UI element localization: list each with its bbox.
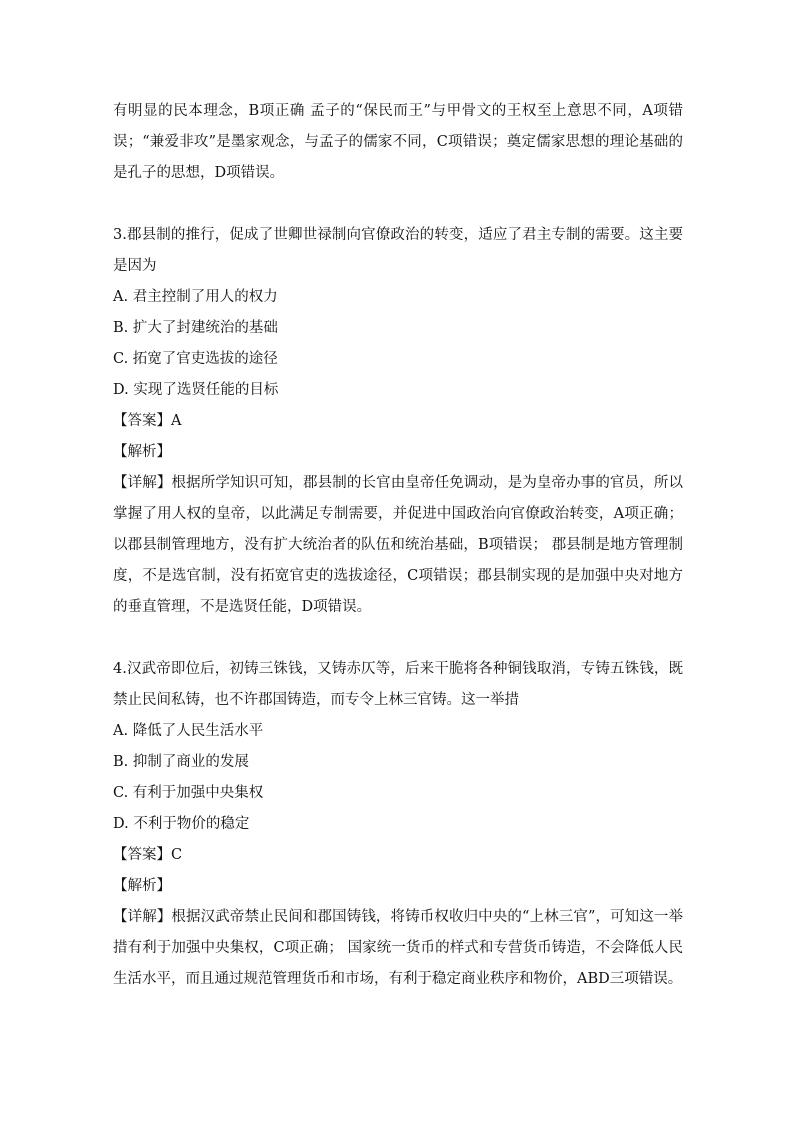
spacer	[113, 623, 683, 654]
option-a: A. 降低了人民生活水平	[113, 723, 264, 739]
option-d: D. 实现了选贤任能的目标	[113, 382, 279, 398]
continuation-paragraph: 有明显的民本理念，B项正确 孟子的“保民而王”与甲骨文的王权至上意思不同，A项错误；“兼爱非攻”是墨家观念，与孟子的儒家不同，C项错误；奠定儒家思想的理论基础的是孔子的思想，D项错误。	[113, 103, 683, 181]
answer-label: 【答案】C	[113, 847, 183, 863]
option-c: C. 拓宽了官吏选拔的途径	[113, 351, 278, 367]
option-d: D. 不利于物价的稳定	[113, 816, 250, 832]
option-b: B. 抑制了商业的发展	[113, 754, 249, 770]
answer-label: 【答案】A	[113, 413, 182, 429]
spacer	[113, 189, 683, 220]
option-b: B. 扩大了封建统治的基础	[113, 320, 278, 336]
analysis-label: 【解析】	[113, 878, 171, 894]
option-c: C. 有利于加强中央集权	[113, 785, 264, 801]
question-4	[113, 654, 683, 995]
analysis-label: 【解析】	[113, 444, 171, 460]
detail-paragraph: 【详解】根据所学知识可知，郡县制的长官由皇帝任免调动，是为皇帝办事的官员，所以掌握了用人权的皇帝，以此满足专制需要，并促进中国政治向官僚政治转变，A项正确；以郡县制管理地方，没有扩大统治者的队伍和统治基础，B项错误； 郡县制是地方管理制度，不是选官制，没有拓宽官吏的选拔途径，C项错误；郡县制实现的是加强中央对地方的垂直管理，不是选贤任能，D项错误。	[113, 475, 683, 615]
document-page	[113, 96, 683, 995]
option-a: A. 君主控制了用人的权力	[113, 289, 278, 305]
question-stem: 3.郡县制的推行，促成了世卿世禄制向官僚政治的转变，适应了君主专制的需要。这主要是因为	[113, 227, 683, 274]
question-stem: 4.汉武帝即位后，初铸三铢钱，又铸赤仄等，后来干脆将各种铜钱取消，专铸五铢钱，既禁止民间私铸，也不许郡国铸造，而专令上林三官铸。这一举措	[113, 661, 683, 708]
question-3	[113, 220, 683, 623]
detail-paragraph: 【详解】根据汉武帝禁止民间和郡国铸钱，将铸币权收归中央的“上林三官”，可知这一举措有利于加强中央集权，C项正确； 国家统一货币的样式和专营货币铸造，不会降低人民生活水平，而且通过规范管理货币和市场，有利于稳定商业秩序和物价，ABD三项错误。	[113, 909, 683, 987]
